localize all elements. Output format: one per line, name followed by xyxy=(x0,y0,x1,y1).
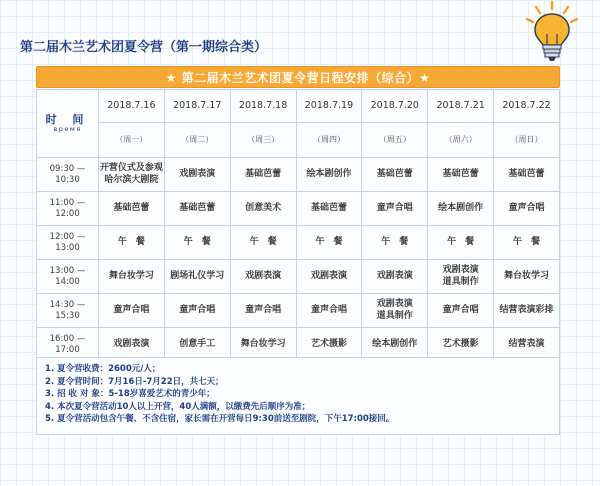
activity-label: 道具制作 xyxy=(376,310,413,321)
activity-cell xyxy=(494,158,560,192)
activity-cell xyxy=(99,260,165,294)
activity-cell xyxy=(164,260,230,294)
time-slot-cell: 12:00 — 13:00 xyxy=(37,226,99,260)
time-header-cell xyxy=(37,90,99,158)
activity-label: 开营仪式及参观 xyxy=(99,163,163,174)
weekday-header-row xyxy=(37,123,560,158)
weekday-header: （周三） xyxy=(230,123,296,158)
activity-cell xyxy=(494,260,560,294)
activity-cell xyxy=(362,260,428,294)
date-header: 2018.7.18 xyxy=(230,90,296,123)
activity-label: 童声合唱 xyxy=(113,304,150,315)
activity-cell xyxy=(494,192,560,226)
activity-label: 戏剧表演 xyxy=(376,299,413,310)
schedule-row xyxy=(37,260,560,294)
activity-label: 基础芭蕾 xyxy=(376,168,413,179)
activity-label: 结营表演 xyxy=(508,338,545,349)
time-header-zh: 时 间 xyxy=(45,113,90,126)
activity-cell xyxy=(99,158,165,192)
activity-label: 童声合唱 xyxy=(245,304,282,315)
notes-box xyxy=(36,357,560,435)
activity-label: 基础芭蕾 xyxy=(508,168,545,179)
date-header: 2018.7.19 xyxy=(296,90,362,123)
activity-label: 童声合唱 xyxy=(442,304,479,315)
activity-label: 午 餐 xyxy=(381,236,409,247)
weekday-header: （周二） xyxy=(164,123,230,158)
activity-cell xyxy=(428,192,494,226)
activity-label: 童声合唱 xyxy=(376,202,413,213)
activity-cell xyxy=(428,294,494,328)
date-header: 2018.7.21 xyxy=(428,90,494,123)
date-header-row xyxy=(37,90,560,123)
activity-label: 戏剧表演 xyxy=(245,270,282,281)
activity-label: 戏剧表演 xyxy=(113,338,150,349)
activity-cell xyxy=(99,192,165,226)
activity-cell xyxy=(428,260,494,294)
date-header: 2018.7.17 xyxy=(164,90,230,123)
date-header: 2018.7.16 xyxy=(99,90,165,123)
activity-cell xyxy=(230,158,296,192)
activity-cell xyxy=(230,192,296,226)
weekday-header: （周四） xyxy=(296,123,362,158)
date-header: 2018.7.20 xyxy=(362,90,428,123)
activity-cell xyxy=(164,226,230,260)
note-item: 3. 招 收 对 象：5-18岁喜爱艺术的青少年； xyxy=(45,389,215,399)
activity-cell xyxy=(296,158,362,192)
activity-cell xyxy=(296,260,362,294)
activity-label: 戏剧表演 xyxy=(310,270,347,281)
time-slot-cell: 11:00 — 12:00 xyxy=(37,192,99,226)
activity-label: 道具制作 xyxy=(442,276,479,287)
activity-cell xyxy=(362,192,428,226)
activity-cell xyxy=(428,226,494,260)
activity-label: 绘本剧创作 xyxy=(372,338,418,349)
activity-cell xyxy=(362,226,428,260)
schedule-banner: ★ 第二届木兰艺术团夏令营日程安排（综合）★ xyxy=(36,66,560,88)
activity-cell xyxy=(164,192,230,226)
activity-label: 童声合唱 xyxy=(310,304,347,315)
activity-cell xyxy=(99,294,165,328)
activity-label: 艺术摄影 xyxy=(442,338,479,349)
activity-cell xyxy=(296,294,362,328)
activity-cell xyxy=(362,158,428,192)
activity-label: 午 餐 xyxy=(447,236,475,247)
activity-cell xyxy=(296,226,362,260)
activity-label: 舞台妆学习 xyxy=(504,270,550,281)
time-slot-cell: 13:00 — 14:00 xyxy=(37,260,99,294)
lightbulb-icon xyxy=(514,0,590,64)
activity-label: 午 餐 xyxy=(315,236,343,247)
schedule-table xyxy=(36,89,560,362)
activity-cell xyxy=(362,294,428,328)
activity-label: 戏剧表演 xyxy=(179,168,216,179)
note-item: 2. 夏令营时间：7月16日-7月22日，共七天； xyxy=(45,376,224,387)
activity-cell xyxy=(428,158,494,192)
activity-cell xyxy=(494,226,560,260)
activity-label: 午 餐 xyxy=(117,236,145,247)
schedule-row xyxy=(37,192,560,226)
activity-label: 创意美术 xyxy=(245,202,282,213)
page-title: 第二届木兰艺术团夏令营（第一期综合类） xyxy=(20,40,268,55)
note-item: 1. 夏令营收费：2600元/人； xyxy=(45,364,161,374)
schedule-body xyxy=(37,158,560,362)
time-slot-cell: 16:00 — 17:00 xyxy=(37,328,99,362)
activity-label: 艺术摄影 xyxy=(310,338,347,349)
activity-label: 创意手工 xyxy=(179,338,216,349)
activity-cell xyxy=(230,294,296,328)
activity-cell xyxy=(164,294,230,328)
activity-cell xyxy=(494,294,560,328)
schedule-row xyxy=(37,158,560,192)
weekday-header: （周六） xyxy=(428,123,494,158)
activity-label: 舞台妆学习 xyxy=(240,338,286,349)
activity-label: 戏剧表演 xyxy=(376,270,413,281)
time-slot-cell: 14:30 — 15:30 xyxy=(37,294,99,328)
activity-label: 结营表演彩排 xyxy=(499,304,554,315)
activity-label: 舞台妆学习 xyxy=(108,270,154,281)
activity-label: 童声合唱 xyxy=(179,304,216,315)
weekday-header: （周五） xyxy=(362,123,428,158)
activity-label: 基础芭蕾 xyxy=(442,168,479,179)
activity-label: 童声合唱 xyxy=(508,202,545,213)
activity-label: 哈尔滨大剧院 xyxy=(104,174,159,185)
activity-cell xyxy=(99,226,165,260)
activity-cell xyxy=(230,226,296,260)
activity-label: 戏剧表演 xyxy=(442,265,479,276)
activity-label: 午 餐 xyxy=(513,236,541,247)
time-header-ru: время xyxy=(53,125,82,134)
activity-label: 基础芭蕾 xyxy=(113,202,150,213)
activity-cell xyxy=(296,192,362,226)
time-slot-cell: 09:30 — 10:30 xyxy=(37,158,99,192)
activity-label: 绘本剧创作 xyxy=(438,202,484,213)
note-item: 5. 夏令营活动包含午餐、不含住宿，家长需在开营每日9:30前送至剧院，下午17:00接回。 xyxy=(45,414,395,424)
activity-label: 绘本剧创作 xyxy=(306,168,352,179)
activity-label: 基础芭蕾 xyxy=(179,202,216,213)
weekday-header: （周日） xyxy=(494,123,560,158)
weekday-header: （周一） xyxy=(99,123,165,158)
activity-label: 基础芭蕾 xyxy=(310,202,347,213)
date-header: 2018.7.22 xyxy=(494,90,560,123)
activity-label: 午 餐 xyxy=(183,236,211,247)
activity-cell xyxy=(230,260,296,294)
activity-cell xyxy=(164,158,230,192)
activity-label: 剧场礼仪学习 xyxy=(170,270,225,281)
note-item: 4. 本次夏令营活动10人以上开营，40人满额，以缴费先后顺序为准； xyxy=(45,401,311,412)
schedule-row xyxy=(37,294,560,328)
activity-label: 午 餐 xyxy=(249,236,277,247)
schedule-row xyxy=(37,226,560,260)
activity-label: 基础芭蕾 xyxy=(245,168,282,179)
